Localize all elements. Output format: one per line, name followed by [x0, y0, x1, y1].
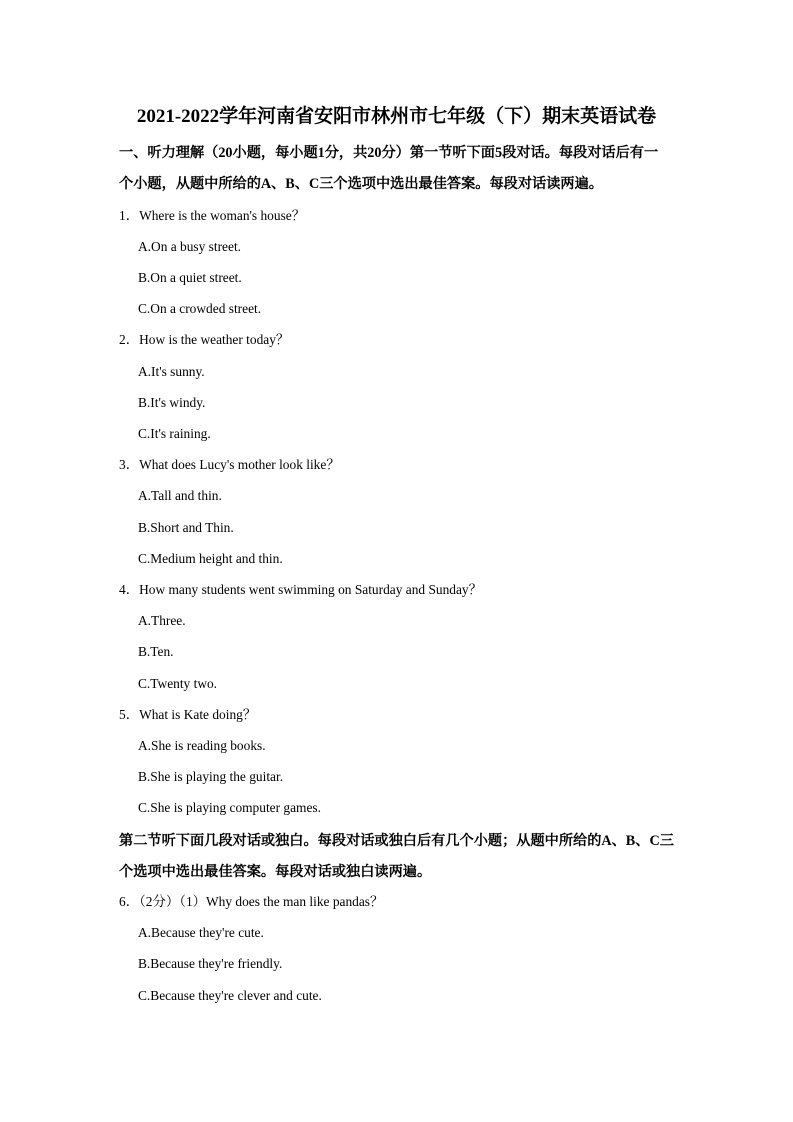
- question-6-option-b: B.Because they're friendly.: [138, 956, 283, 971]
- question-1-option-c: C.On a crowded street.: [138, 301, 262, 316]
- question-4-option-c: C.Twenty two.: [138, 676, 218, 691]
- section-1-instruction-line-1: 一、听力理解（20小题，每小题1分，共20分）第一节听下面5段对话。每段对话后有一: [119, 145, 659, 161]
- question-4-stem: 4．How many students went swimming on Saturday and Sunday？: [119, 582, 483, 597]
- question-3-option-a: A.Tall and thin.: [138, 488, 222, 503]
- section-2-instruction-line-2: 个选项中选出最佳答案。每段对话或独白读两遍。: [119, 864, 432, 880]
- section-2-instruction-line-1: 第二节听下面几段对话或独白。每段对话或独白后有几个小题；从题中所给的A、B、C三: [119, 833, 674, 849]
- question-3-stem: 3．What does Lucy's mother look like？: [119, 457, 340, 472]
- question-6-stem: 6．（2分）（1）Why does the man like pandas？: [119, 894, 384, 909]
- question-6-option-c: C.Because they're clever and cute.: [138, 988, 322, 1003]
- page-title: 2021-2022学年河南省安阳市林州市七年级（下）期末英语试卷: [136, 106, 657, 127]
- question-5-option-c: C.She is playing computer games.: [138, 800, 321, 815]
- question-1-option-b: B.On a quiet street.: [138, 270, 242, 285]
- question-3-option-b: B.Short and Thin.: [138, 520, 234, 535]
- question-3-option-c: C.Medium height and thin.: [138, 551, 283, 566]
- question-4-option-b: B.Ten.: [138, 644, 174, 659]
- question-6-option-a: A.Because they're cute.: [138, 925, 264, 940]
- question-2-option-b: B.It's windy.: [138, 395, 206, 410]
- question-2-option-a: A.It's sunny.: [138, 364, 205, 379]
- question-5-option-b: B.She is playing the guitar.: [138, 769, 284, 784]
- section-1-instruction-line-2: 个小题，从题中所给的A、B、C三个选项中选出最佳答案。每段对话读两遍。: [119, 176, 603, 192]
- question-1-stem: 1．Where is the woman's house？: [119, 208, 306, 223]
- question-4-option-a: A.Three.: [138, 613, 186, 628]
- question-1-option-a: A.On a busy street.: [138, 239, 242, 254]
- question-2-option-c: C.It's raining.: [138, 426, 211, 441]
- question-5-option-a: A.She is reading books.: [138, 738, 266, 753]
- question-5-stem: 5．What is Kate doing？: [119, 707, 257, 722]
- question-2-stem: 2．How is the weather today？: [119, 332, 290, 347]
